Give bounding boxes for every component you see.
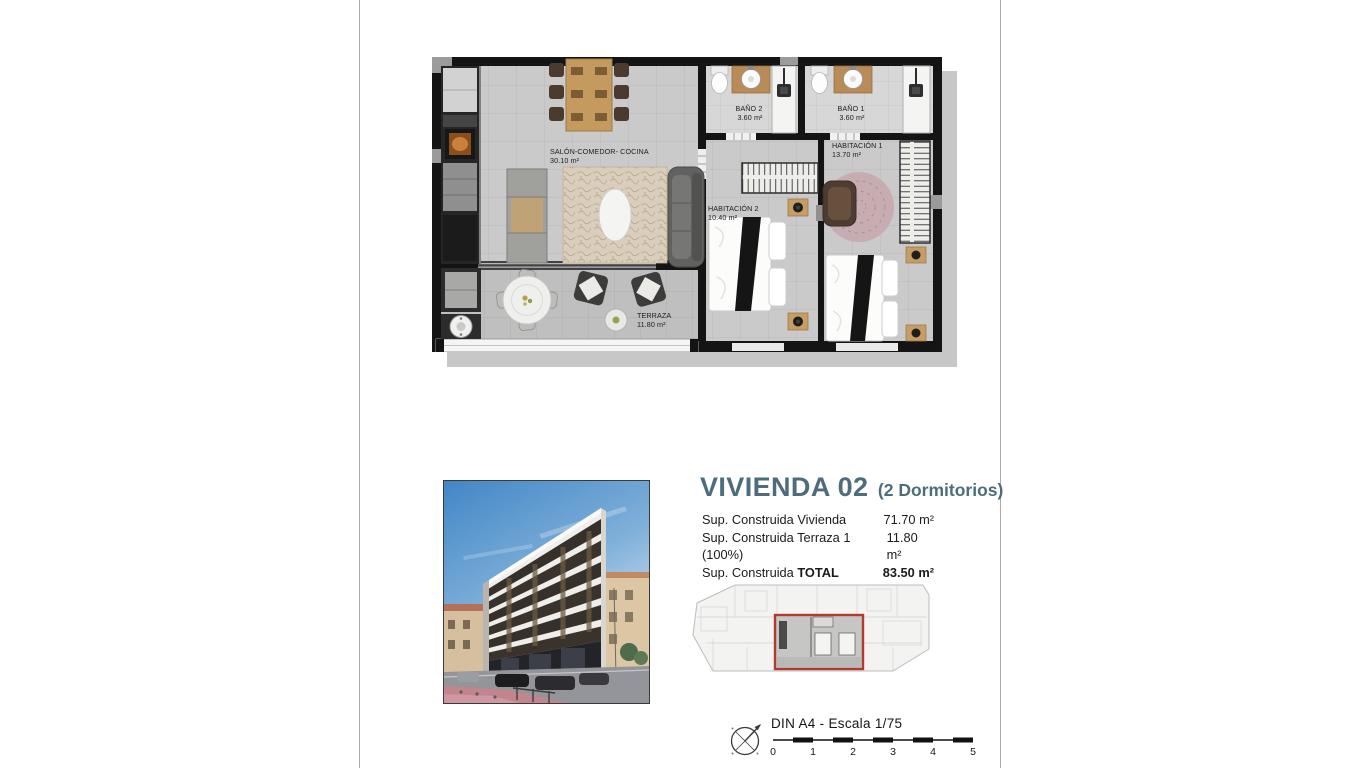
scale-tick: 5 (970, 746, 976, 758)
scale-tick: 1 (810, 746, 816, 758)
scale-bar (769, 733, 979, 759)
scale-label: DIN A4 - Escala 1/75 (771, 716, 903, 731)
scale-tick: 0 (770, 746, 776, 758)
terrace-balustrade (436, 339, 698, 352)
sheet-left-edge (359, 0, 360, 768)
row-label: Sup. Construida Vivienda (702, 512, 847, 527)
unit-info (700, 472, 1004, 503)
compass-icon (724, 716, 770, 760)
table-row (702, 529, 934, 564)
habitacion2-label: HABITACIÓN 2 10.40 m² (708, 204, 759, 222)
building-photo (443, 480, 650, 704)
habitacion1-label: HABITACIÓN 1 13.70 m² (832, 141, 883, 159)
terraza-label: TERRAZA 11.80 m² (637, 311, 671, 329)
laundry-closet (441, 268, 481, 339)
salon-label: SALÓN-COMEDOR- COCINA 30.10 m² (550, 147, 649, 165)
key-plan-highlight (775, 615, 863, 669)
habitacion1-chair (823, 181, 856, 226)
row-value: 11.80 m² (886, 529, 918, 562)
scale-tick: 3 (890, 746, 896, 758)
banyo2-label: BAÑO 2 3.60 m² (735, 104, 763, 122)
row-value: 71.70 m² (883, 512, 934, 527)
unit-title: VIVIENDA 02 (700, 472, 869, 502)
sheet-right-edge (1000, 0, 1001, 768)
row-label: Sup. Construida TOTAL (702, 564, 839, 580)
habitacion2-wardrobe (742, 163, 818, 193)
scale-tick: 2 (850, 746, 856, 758)
page-title (700, 472, 1004, 503)
habitacion1-wardrobe (900, 141, 930, 243)
table-row (702, 511, 934, 529)
tv-sideboard (507, 169, 547, 263)
scale-tick: 4 (930, 746, 936, 758)
sofa (668, 167, 704, 267)
row-label: Sup. Construida Terraza 1 (100%) (702, 529, 851, 562)
floor-plan (432, 57, 942, 352)
kitchen-units (441, 66, 481, 264)
surface-table (702, 511, 934, 581)
key-plan (687, 577, 937, 684)
living-rug (563, 167, 667, 263)
banyo1-label: BAÑO 1 3.60 m² (837, 104, 865, 122)
unit-subtitle: (2 Dormitorios) (877, 480, 1004, 500)
row-value: 83.50 m² (882, 564, 934, 580)
dining-table (549, 59, 629, 131)
